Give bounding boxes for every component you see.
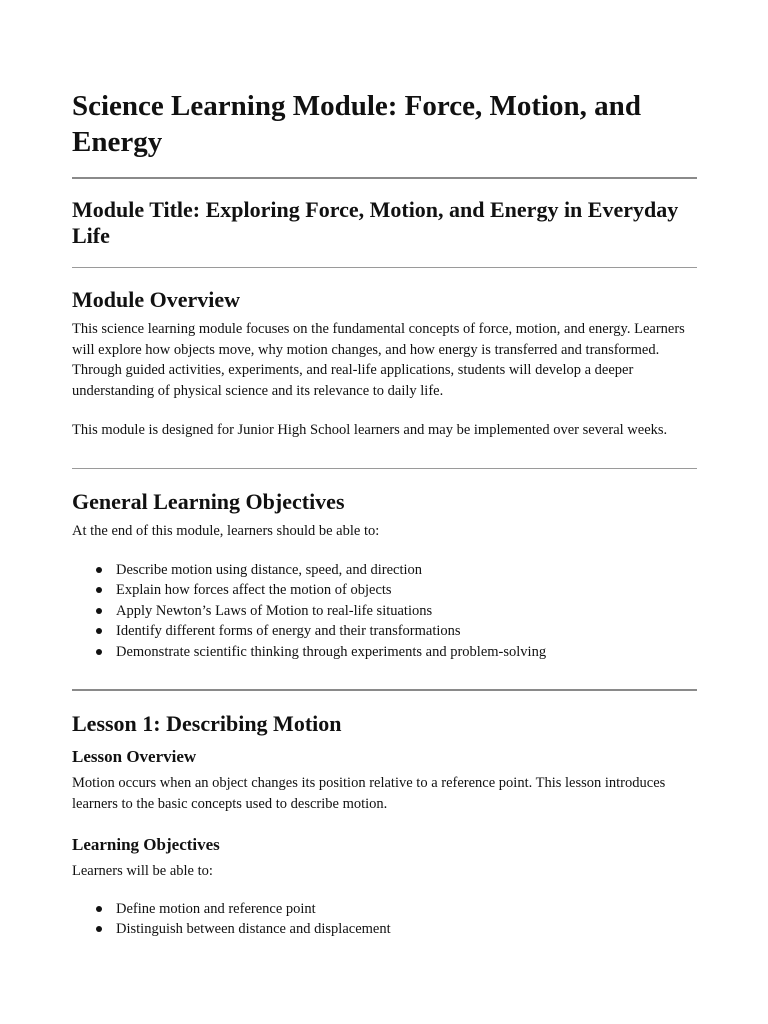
lesson1-overview-text: Motion occurs when an object changes its position relative to a reference point. This lesson introduces learners to the basic concepts used to describe motion. bbox=[72, 775, 666, 812]
list-item: Demonstrate scientific thinking through experiments and problem-solving bbox=[72, 642, 697, 662]
bullet-icon bbox=[96, 608, 102, 614]
overview-note: This module is designed for Junior High School learners and may be implemented over several weeks. bbox=[72, 422, 668, 438]
document-title: Science Learning Module: Force, Motion, and Energy bbox=[72, 90, 641, 158]
bullet-icon bbox=[96, 926, 102, 932]
bullet-icon bbox=[96, 649, 102, 655]
objectives-intro: At the end of this module, learners should be able to: bbox=[72, 523, 380, 539]
list-item: Describe motion using distance, speed, and direction bbox=[72, 560, 697, 580]
overview-paragraph: This science learning module focuses on the fundamental concepts of force, motion, and energy. Learners will explore how objects move, why motion changes, and how energy is transferred and transformed. Through guided activities, experiments, and real-life applications, students will develop a deeper understanding of physical science and its relevance to daily life. bbox=[72, 321, 685, 399]
bullet-icon bbox=[96, 628, 102, 634]
lesson1-overview-heading: Lesson Overview bbox=[72, 747, 197, 766]
list-item: Explain how forces affect the motion of objects bbox=[72, 580, 697, 600]
objectives-list bbox=[72, 560, 697, 662]
divider bbox=[72, 267, 697, 268]
list-item: Distinguish between distance and displacement bbox=[72, 919, 697, 939]
bullet-icon bbox=[96, 906, 102, 912]
module-overview-heading: Module Overview bbox=[72, 287, 241, 312]
lesson1-heading: Lesson 1: Describing Motion bbox=[72, 711, 342, 736]
list-item: Apply Newton’s Laws of Motion to real-life situations bbox=[72, 601, 697, 621]
divider bbox=[72, 689, 697, 691]
list-item: Define motion and reference point bbox=[72, 899, 697, 919]
bullet-icon bbox=[96, 567, 102, 573]
lesson1-objectives-heading: Learning Objectives bbox=[72, 835, 220, 854]
module-title: Module Title: Exploring Force, Motion, and Energy in Everyday Life bbox=[72, 197, 679, 248]
lesson1-objectives-list bbox=[72, 899, 697, 940]
divider bbox=[72, 177, 697, 179]
bullet-icon bbox=[96, 587, 102, 593]
list-item: Identify different forms of energy and their transformations bbox=[72, 621, 697, 641]
divider bbox=[72, 468, 697, 469]
objectives-heading: General Learning Objectives bbox=[72, 489, 345, 514]
lesson1-objectives-intro: Learners will be able to: bbox=[72, 863, 213, 879]
